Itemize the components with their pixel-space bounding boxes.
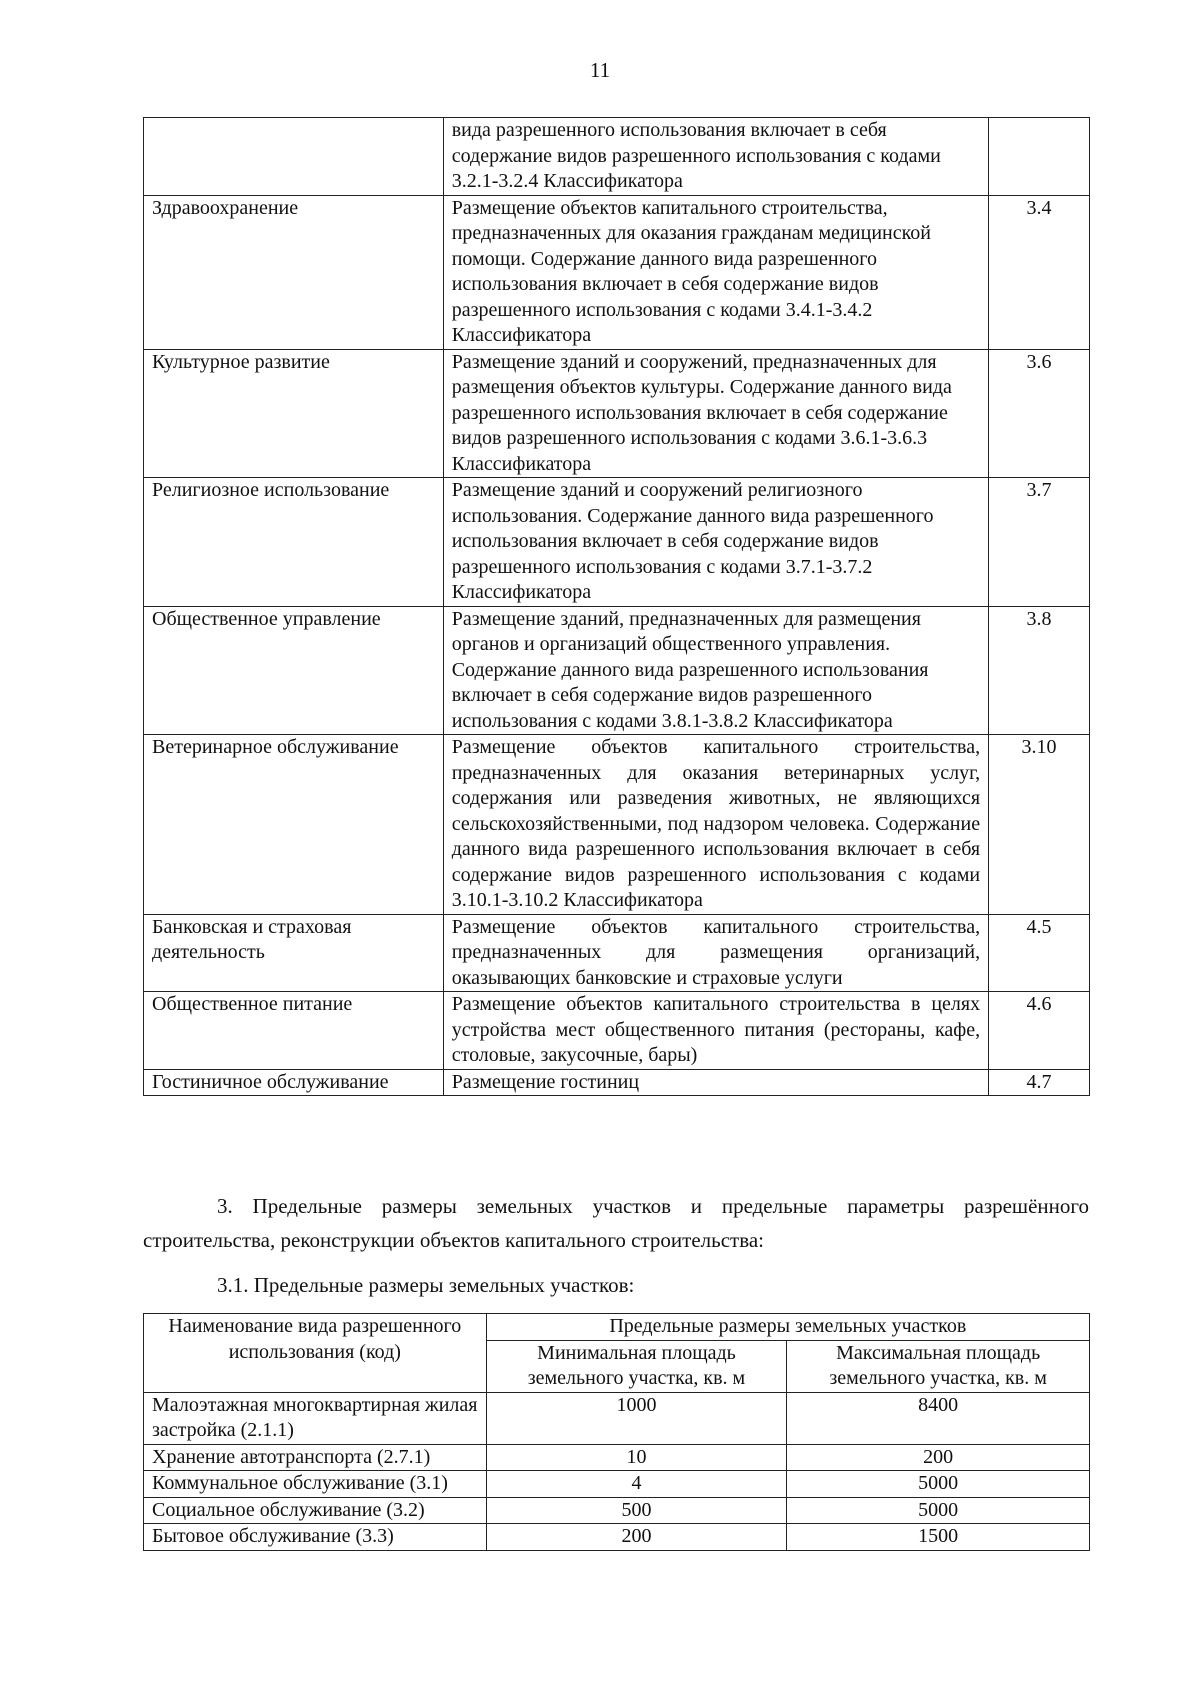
use-code: 3.4 [989,195,1090,349]
row-name: Хранение автотранспорта (2.7.1) [144,1444,487,1471]
header-min: Минимальная площадь земельного участка, кв. м [486,1340,787,1392]
row-min: 500 [486,1497,787,1524]
table-row [144,1069,1090,1096]
use-description: Размещение зданий и сооружений, предназначенных для размещения объектов культуры. Содержание данного вида разрешенного использования включает в себя содержание видов разрешенного использования с кодами 3.6.1-3.6.3 Классификатора [443,349,988,478]
header-group: Предельные размеры земельных участков [486,1314,1089,1341]
table-row [144,195,1090,349]
table-row [144,1444,1090,1471]
use-code: 3.7 [989,478,1090,607]
use-code: 4.6 [989,992,1090,1070]
section-3-1-heading: 3.1. Предельные размеры земельных участков: [217,1273,635,1297]
row-max: 8400 [787,1392,1090,1444]
table-row [144,1524,1090,1551]
row-max: 5000 [787,1471,1090,1498]
row-min: 4 [486,1471,787,1498]
use-code: 3.6 [989,349,1090,478]
use-description: Размещение гостиниц [443,1069,988,1096]
section-3-paragraph: 3. Предельные размеры земельных участков и предельные параметры разрешённого строительства, реконструкции объектов капитального строительства: [143,1194,1089,1252]
use-code: 3.10 [989,735,1090,915]
row-min: 10 [486,1444,787,1471]
header-max: Максимальная площадь земельного участка, кв. м [787,1340,1090,1392]
row-name: Социальное обслуживание (3.2) [144,1497,487,1524]
row-max: 200 [787,1444,1090,1471]
table-row [144,1392,1090,1444]
use-name: Религиозное использование [144,478,444,607]
header-name: Наименование вида разрешенного использования (код) [144,1314,487,1393]
row-min: 200 [486,1524,787,1551]
use-description: вида разрешенного использования включает в себя содержание видов разрешенного использования с кодами 3.2.1-3.2.4 Классификатора [443,118,988,196]
use-code [989,118,1090,196]
use-description: Размещение объектов капитального строительства, предназначенных для оказания ветеринарных услуг, содержания или разведения животных, не являющихся сельскохозяйственными, под надзором человека. Содержание данного вида разрешенного использования включает в себя содержание видов разрешенного использования с кодами 3.10.1-3.10.2 Классификатора [443,735,988,915]
use-code: 4.5 [989,914,1090,992]
table-row [144,992,1090,1070]
table-row [144,606,1090,735]
row-min: 1000 [486,1392,787,1444]
use-name: Общественное управление [144,606,444,735]
use-name: Здравоохранение [144,195,444,349]
table-row [144,478,1090,607]
row-name: Бытовое обслуживание (3.3) [144,1524,487,1551]
row-name: Коммунальное обслуживание (3.1) [144,1471,487,1498]
page-number: 11 [589,58,611,82]
use-description: Размещение объектов капитального строительства в целях устройства мест общественного питания (рестораны, кафе, столовые, закусочные, бары) [443,992,988,1070]
use-description: Размещение объектов капитального строительства, предназначенных для оказания гражданам медицинской помощи. Содержание данного вида разрешенного использования включает в себя содержание видов разрешенного использования с кодами 3.4.1-3.4.2 Классификатора [443,195,988,349]
use-code: 3.8 [989,606,1090,735]
plot-size-table [143,1313,1090,1551]
use-name: Гостиничное обслуживание [144,1069,444,1096]
table-row [144,914,1090,992]
row-max: 1500 [787,1524,1090,1551]
table-row [144,1471,1090,1498]
use-name: Банковская и страховая деятельность [144,914,444,992]
row-name: Малоэтажная многоквартирная жилая застройка (2.1.1) [144,1392,487,1444]
use-description: Размещение зданий, предназначенных для размещения органов и организаций общественного управления. Содержание данного вида разрешенного использования включает в себя содержание видов разрешенного использования с кодами 3.8.1-3.8.2 Классификатора [443,606,988,735]
use-description: Размещение зданий и сооружений религиозного использования. Содержание данного вида разрешенного использования включает в себя содержание видов разрешенного использования с кодами 3.7.1-3.7.2 Классификатора [443,478,988,607]
use-description: Размещение объектов капитального строительства, предназначенных для размещения организаций, оказывающих банковские и страховые услуги [443,914,988,992]
use-name: Культурное развитие [144,349,444,478]
land-use-table [143,117,1090,1096]
table-header-row [144,1314,1090,1341]
table-row [144,1497,1090,1524]
table-row [144,735,1090,915]
use-name [144,118,444,196]
use-name: Ветеринарное обслуживание [144,735,444,915]
row-max: 5000 [787,1497,1090,1524]
use-name: Общественное питание [144,992,444,1070]
use-code: 4.7 [989,1069,1090,1096]
table-row [144,349,1090,478]
table-row [144,118,1090,196]
